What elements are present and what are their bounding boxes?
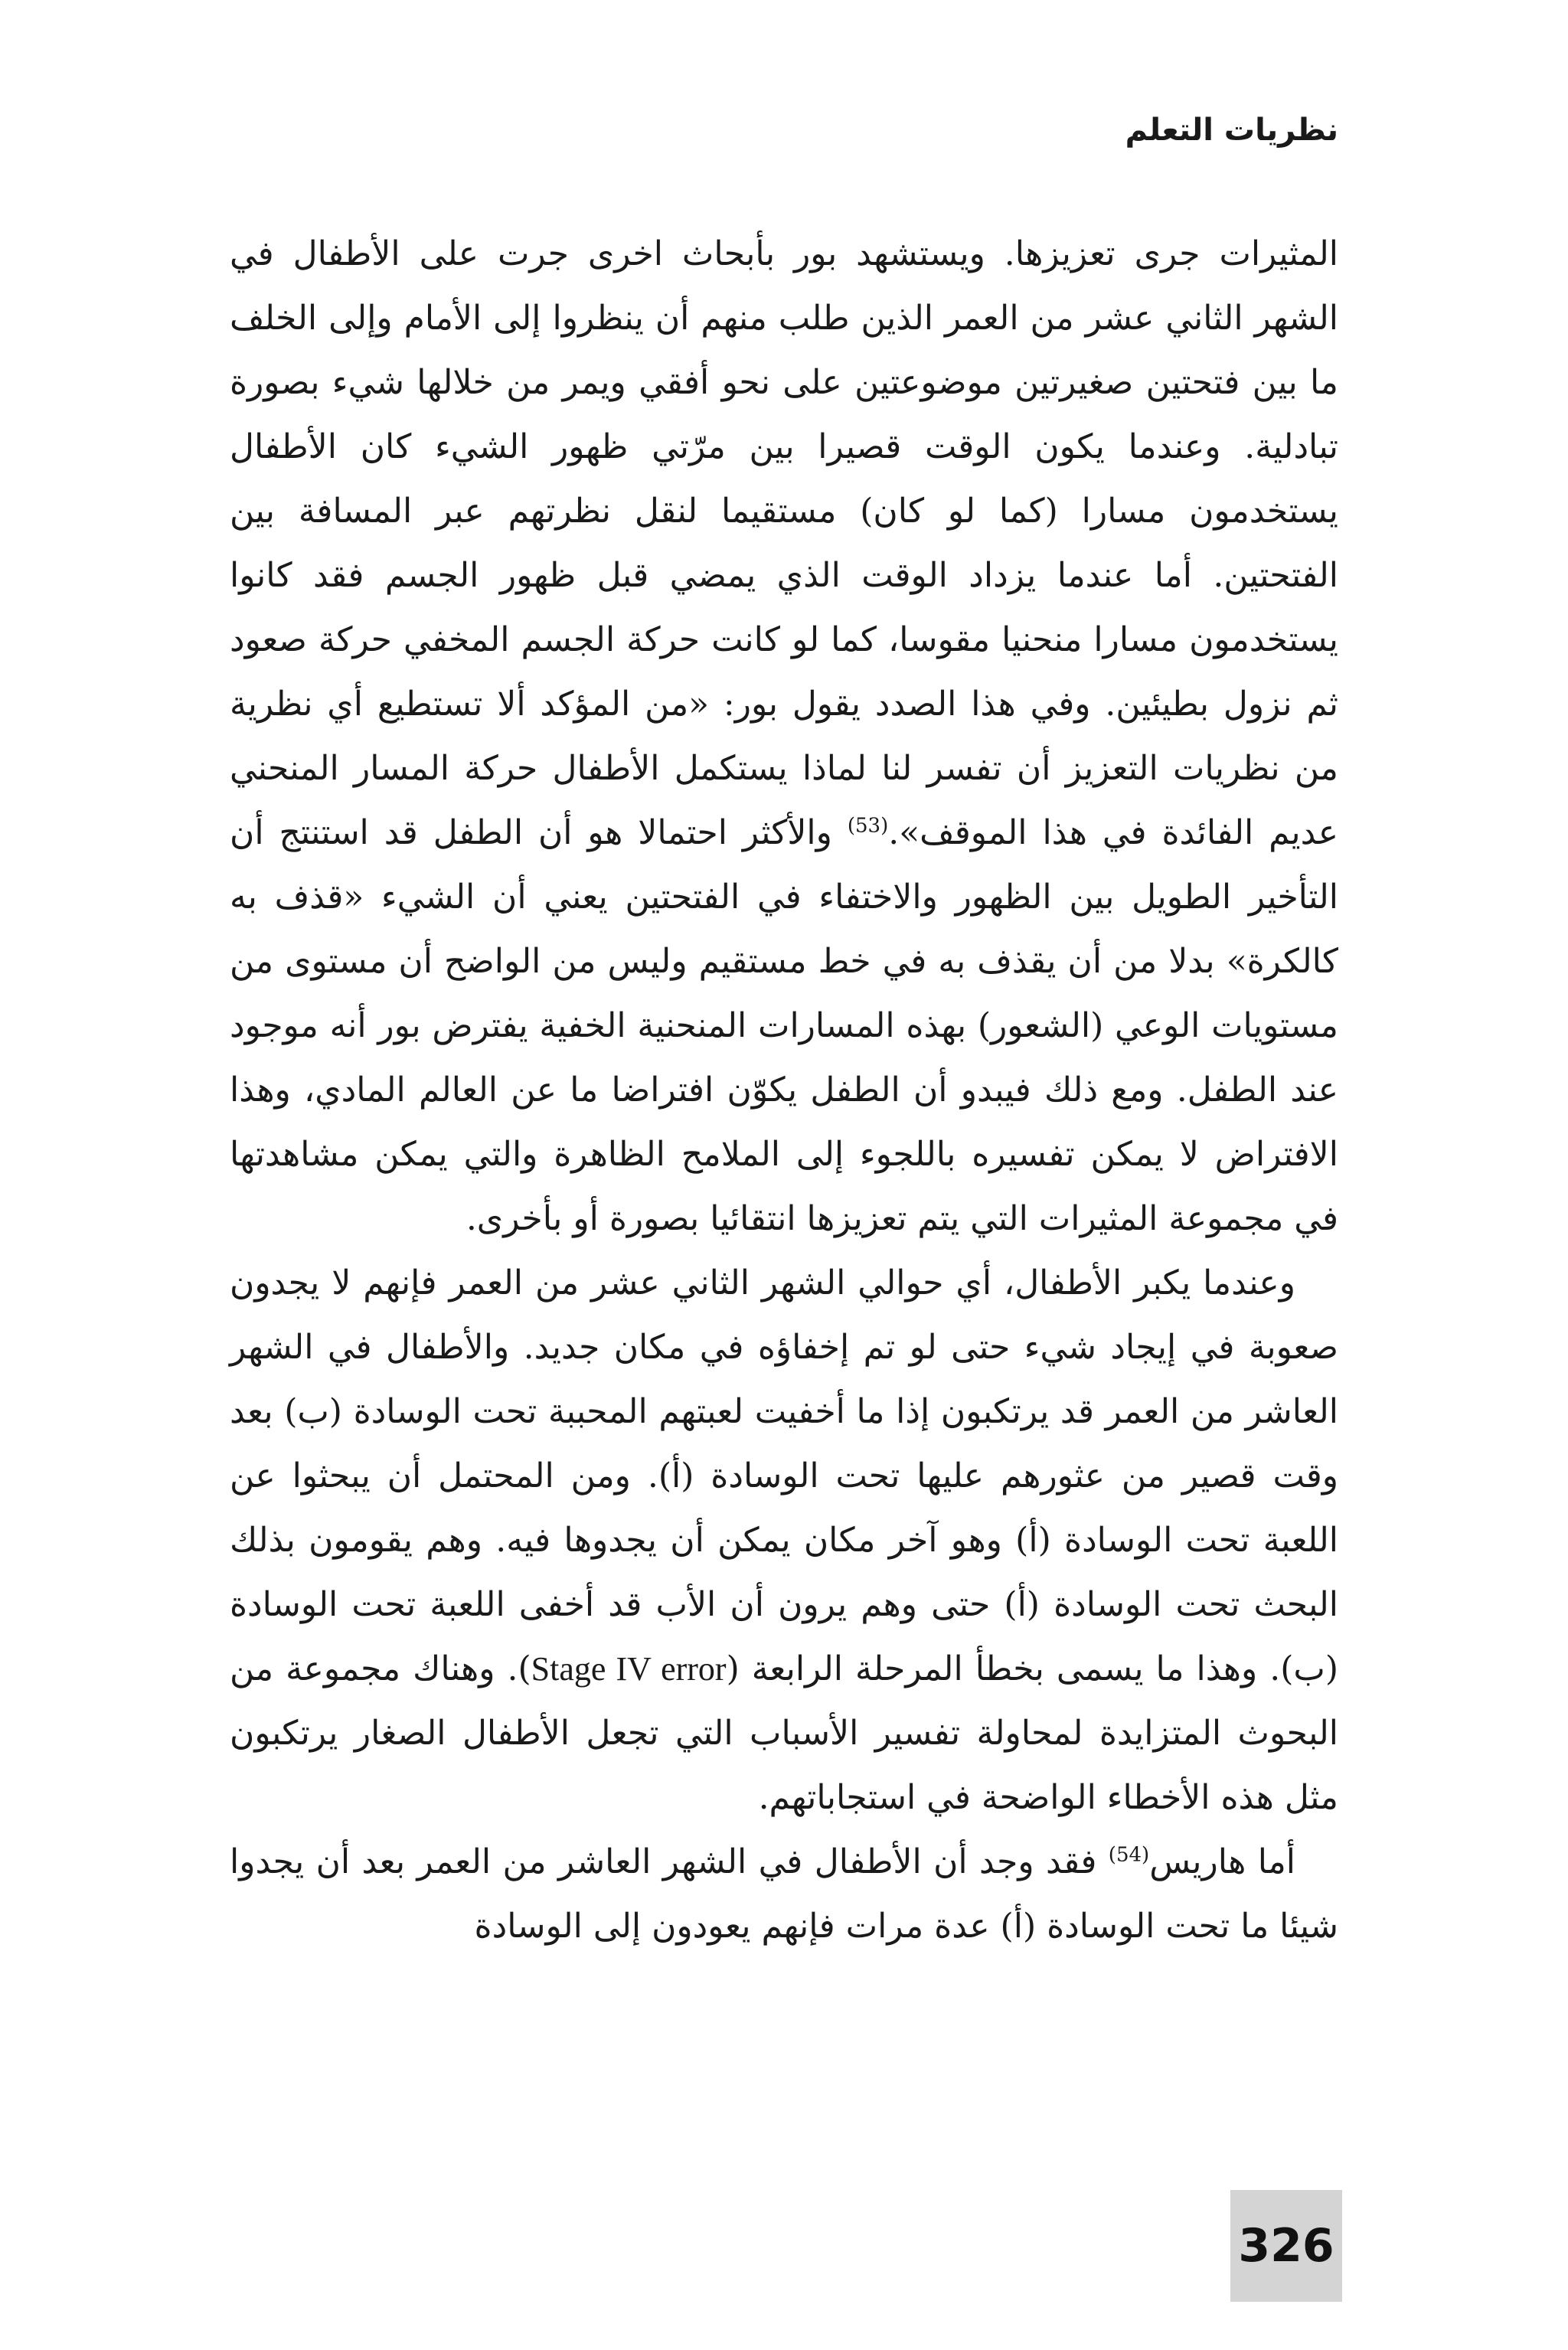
paragraph-2 <box>230 1251 1338 1830</box>
paragraph-text: والأكثر احتمالا هو أن الطفل قد استنتج أن التأخير الطويل بين الظهور والاختفاء في الفتحتين يعني أن الشيء «قذف به كالكرة» بدلا من أن يقذف به في خط مستقيم وليس من الواضح أن مستوى من مستويات الوعي (الشعور) بهذه المسارات المنحنية الخفية يفترض بور أنه موجود عند الطفل. ومع ذلك فيبدو أن الطفل يكوّن افتراضا ما عن العالم المادي، وهذا الافتراض لا يمكن تفسيره باللجوء إلى الملامح الظاهرة والتي يمكن مشاهدتها في مجموعة المثيرات التي يتم تعزيزها انتقائيا بصورة أو بأخرى. <box>230 813 1338 1238</box>
paragraph-text: ). وهناك مجموعة من البحوث المتزايدة لمحاولة تفسير الأسباب التي تجعل الأطفال الصغار يرتكبون مثل هذه الأخطاء الواضحة في استجاباتهم. <box>230 1649 1338 1817</box>
paragraph-1 <box>230 222 1338 1251</box>
paragraph-text: المثيرات جرى تعزيزها. ويستشهد بور بأبحاث اخرى جرت على الأطفال في الشهر الثاني عشر من العمر الذين طلب منهم أن ينظروا إلى الأمام وإلى الخلف ما بين فتحتين صغيرتين موضوعتين على نحو أفقي ويمر من خلالها شيء بصورة تبادلية. وعندما يكون الوقت قصيرا بين مرّتي ظهور الشيء كان الأطفال يستخدمون مسارا (كما لو كان) مستقيما لنقل نظرتهم عبر المسافة بين الفتحتين. أما عندما يزداد الوقت الذي يمضي قبل ظهور الجسم فقد كانوا يستخدمون مسارا منحنيا مقوسا، كما لو كانت حركة الجسم المخفي حركة صعود ثم نزول بطيئين. وفي هذا الصدد يقول بور: «من المؤكد ألا تستطيع أي نظرية من نظريات التعزيز أن تفسر لنا لماذا يستكمل الأطفال حركة المسار المنحني عديم الفائدة في هذا الموقف». <box>230 234 1338 852</box>
page-number-box <box>1230 2190 1342 2302</box>
paragraph-text: أما هاريس <box>1149 1842 1295 1881</box>
paragraph-text: فقد وجد أن الأطفال في الشهر العاشر من العمر بعد أن يجدوا شيئا ما تحت الوسادة (أ) عدة مرات فإنهم يعودون إلى الوسادة <box>230 1842 1338 1946</box>
footnote-ref-54: (54) <box>1108 1843 1150 1867</box>
paragraph-3 <box>230 1830 1338 1959</box>
footnote-ref-53: (53) <box>847 814 889 838</box>
paragraph-text: وعندما يكبر الأطفال، أي حوالي الشهر الثاني عشر من العمر فإنهم لا يجدون صعوبة في إيجاد شيء حتى لو تم إخفاؤه في مكان جديد. والأطفال في الشهر العاشر من العمر قد يرتكبون إذا ما أخفيت لعبتهم المحببة تحت الوسادة (ب) بعد وقت قصير من عثورهم عليها تحت الوسادة (أ). ومن المحتمل أن يبحثوا عن اللعبة تحت الوسادة (أ) وهو آخر مكان يمكن أن يجدوها فيه. وهم يقومون بذلك البحث تحت الوسادة (أ) حتى وهم يرون أن الأب قد أخفى اللعبة تحت الوسادة (ب). وهذا ما يسمى بخطأ المرحلة الرابعة ( <box>230 1263 1339 1688</box>
page-number: 326 <box>1238 2219 1334 2273</box>
body-text <box>230 222 1338 1959</box>
latin-term: Stage IV error <box>531 1650 727 1688</box>
running-header: نظريات التعلم <box>1125 113 1338 148</box>
